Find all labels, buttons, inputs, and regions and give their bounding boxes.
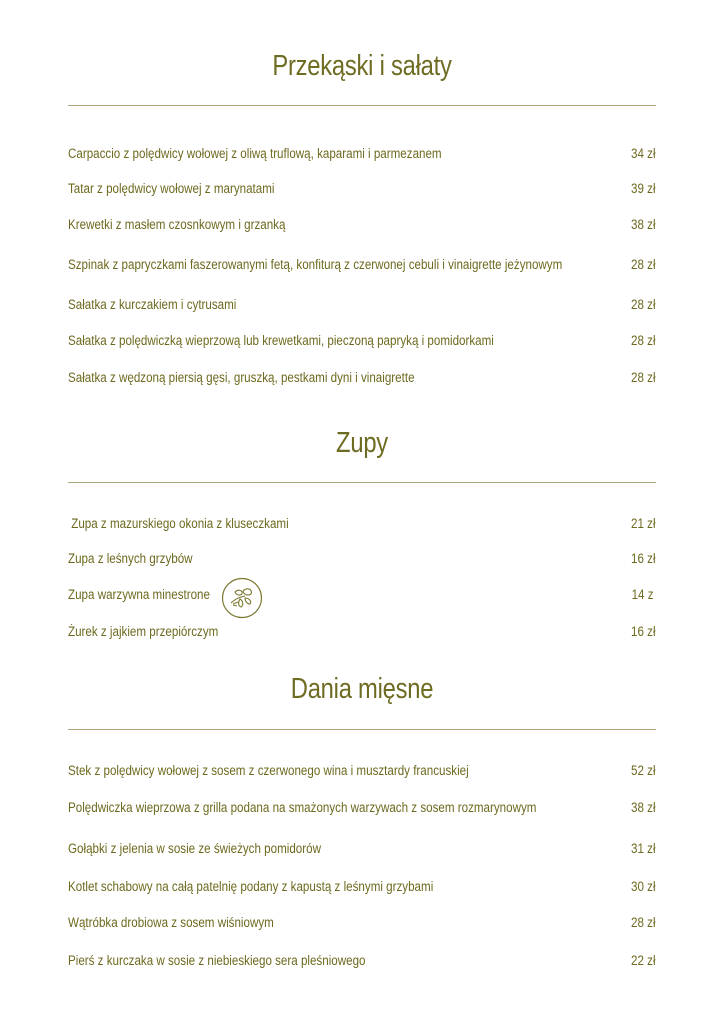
section-divider xyxy=(68,729,656,730)
menu-item-price: 28 zł xyxy=(631,297,656,312)
vegetarian-leaf-icon xyxy=(221,577,263,619)
menu-item-price: 38 zł xyxy=(631,800,656,815)
menu-item-name: Pierś z kurczaka w sosie z niebieskiego sera pleśniowego xyxy=(68,953,366,968)
menu-item-price: 38 zł xyxy=(631,217,656,232)
menu-item-price: 28 zł xyxy=(631,333,656,348)
menu-item-price: 30 zł xyxy=(631,879,656,894)
menu-item-price: 14 z xyxy=(632,587,654,602)
menu-item xyxy=(68,950,656,972)
section-title-appetizers: Przekąski i sałaty xyxy=(272,50,452,82)
menu-item-price: 39 zł xyxy=(631,181,656,196)
menu-item-name: Sałatka z polędwiczką wieprzową lub krewetkami, pieczoną papryką i pomidorkami xyxy=(68,333,494,348)
menu-item-name: Tatar z polędwicy wołowej z marynatami xyxy=(68,181,275,196)
menu-item-name: Wątróbka drobiowa z sosem wiśniowym xyxy=(68,915,274,930)
menu-item xyxy=(68,214,656,236)
menu-item-name: Gołąbki z jelenia w sosie ze świeżych pomidorów xyxy=(68,841,321,856)
menu-item xyxy=(68,621,656,643)
menu-item-name: Polędwiczka wieprzowa z grilla podana na smażonych warzywach z sosem rozmarynowym xyxy=(68,800,537,815)
menu-item xyxy=(68,367,656,389)
menu-item-name: Carpaccio z polędwicy wołowej z oliwą truflową, kaparami i parmezanem xyxy=(68,146,442,161)
menu-item-price: 28 zł xyxy=(631,370,656,385)
menu-item xyxy=(68,584,656,606)
menu-item xyxy=(68,838,656,860)
menu-item-name: Szpinak z papryczkami faszerowanymi fetą, konfiturą z czerwonej cebuli i vinaigrette jeżynowym xyxy=(68,257,563,272)
menu-item-price: 52 zł xyxy=(631,763,656,778)
menu-item xyxy=(68,513,656,535)
menu-item-name: Sałatka z kurczakiem i cytrusami xyxy=(68,297,237,312)
menu-item-name: Żurek z jajkiem przepiórczym xyxy=(68,624,219,639)
menu-item-name: Krewetki z masłem czosnkowym i grzanką xyxy=(68,217,286,232)
menu-item xyxy=(68,294,656,316)
menu-item-name: Zupa warzywna minestrone xyxy=(68,587,210,602)
menu-item xyxy=(68,178,656,200)
menu-item xyxy=(68,254,656,276)
menu-item-price: 16 zł xyxy=(631,624,656,639)
menu-item xyxy=(68,912,656,934)
menu-item xyxy=(68,797,656,819)
menu-item-price: 21 zł xyxy=(631,516,656,531)
menu-item-name: Kotlet schabowy na całą patelnię podany z kapustą z leśnymi grzybami xyxy=(68,879,434,894)
menu-item xyxy=(68,760,656,782)
menu-item-price: 28 zł xyxy=(631,257,656,272)
menu-item xyxy=(68,548,656,570)
menu-item-price: 28 zł xyxy=(631,915,656,930)
menu-item xyxy=(68,143,656,165)
menu-item-name: Zupa z mazurskiego okonia z kluseczkami xyxy=(68,516,289,531)
menu-item-price: 16 zł xyxy=(631,551,656,566)
menu-item-price: 22 zł xyxy=(631,953,656,968)
section-title-soups: Zupy xyxy=(336,427,388,459)
menu-item-name: Stek z polędwicy wołowej z sosem z czerwonego wina i musztardy francuskiej xyxy=(68,763,469,778)
section-divider xyxy=(68,105,656,106)
menu-item-price: 31 zł xyxy=(631,841,656,856)
section-title-meat-dishes: Dania mięsne xyxy=(290,673,434,705)
menu-item-name: Sałatka z wędzoną piersią gęsi, gruszką, pestkami dyni i vinaigrette xyxy=(68,370,415,385)
section-divider xyxy=(68,482,656,483)
menu-item xyxy=(68,876,656,898)
menu-item-price: 34 zł xyxy=(631,146,656,161)
menu-item-name: Zupa z leśnych grzybów xyxy=(68,551,193,566)
menu-item xyxy=(68,330,656,352)
